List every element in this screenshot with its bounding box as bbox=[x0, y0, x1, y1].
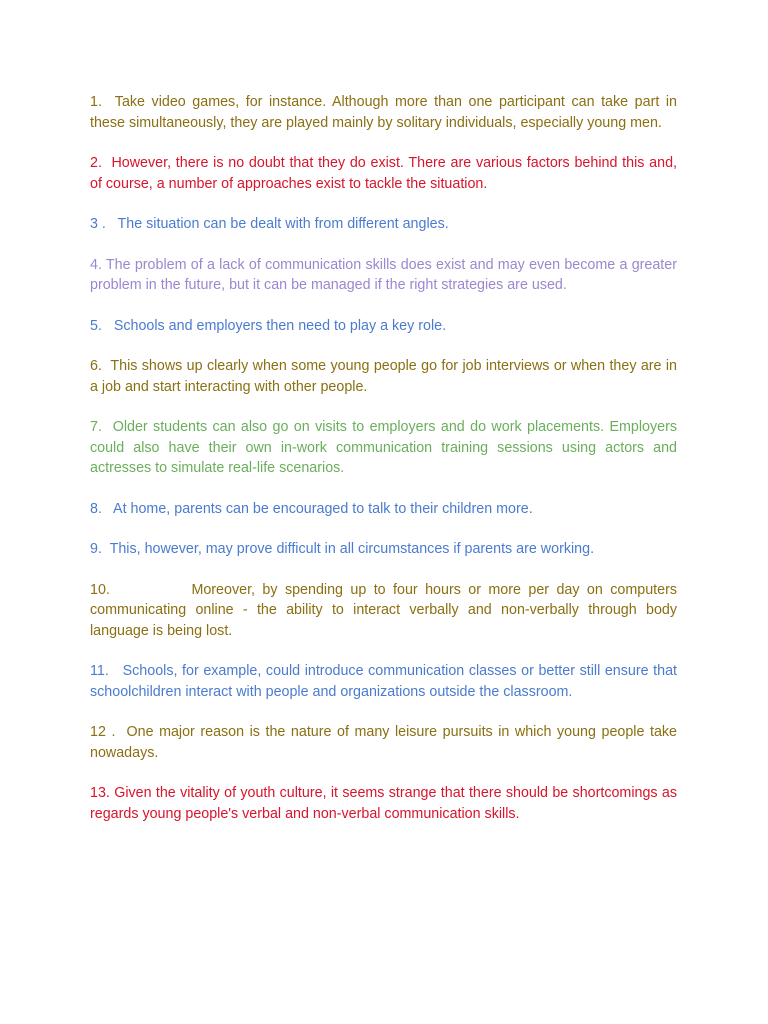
paragraph-11: 11. Schools, for example, could introduce communication classes or better still ensure that schoolchildren interact with people and organizations outside the classroom. bbox=[90, 663, 681, 700]
paragraph-3: 3 . The situation can be dealt with from different angles. bbox=[90, 216, 449, 232]
paragraph-9: 9. This, however, may prove difficult in all circumstances if parents are working. bbox=[90, 541, 595, 557]
paragraph-6: 6. This shows up clearly when some young people go for job interviews or when they are in a job and start interacting with other people. bbox=[90, 358, 681, 395]
paragraph-1: 1. Take video games, for instance. Although more than one participant can take part in these simultaneously, they are played mainly by solitary individuals, especially young men. bbox=[90, 94, 681, 131]
paragraph-list bbox=[90, 92, 685, 844]
paragraph-10: 10. Moreover, by spending up to four hours or more per day on computers communicating online - the ability to interact verbally and non-verbally through body language is being lost. bbox=[90, 581, 681, 639]
paragraph-13: 13. Given the vitality of youth culture, it seems strange that there should be shortcomings as regards young people's verbal and non-verbal communication skills. bbox=[90, 785, 681, 822]
paragraph-8: 8. At home, parents can be encouraged to talk to their children more. bbox=[90, 500, 533, 517]
paragraph-4: 4. The problem of a lack of communication skills does exist and may even become a greater problem in the future, but it can be managed if the right strategies are used. bbox=[90, 256, 681, 293]
paragraph-7: 7. Older students can also go on visits to employers and do work placements. Employers could also have their own in-work communication training sessions using actors and actresses to simulate real-life scenarios. bbox=[90, 419, 681, 476]
paragraph-5: 5. Schools and employers then need to play a key role. bbox=[90, 317, 447, 334]
paragraph-12: 12 . One major reason is the nature of many leisure pursuits in which young people take nowadays. bbox=[90, 724, 685, 761]
paragraph-2: 2. However, there is no doubt that they do exist. There are various factors behind this and, of course, a number of approaches exist to tackle the situation. bbox=[90, 155, 681, 192]
